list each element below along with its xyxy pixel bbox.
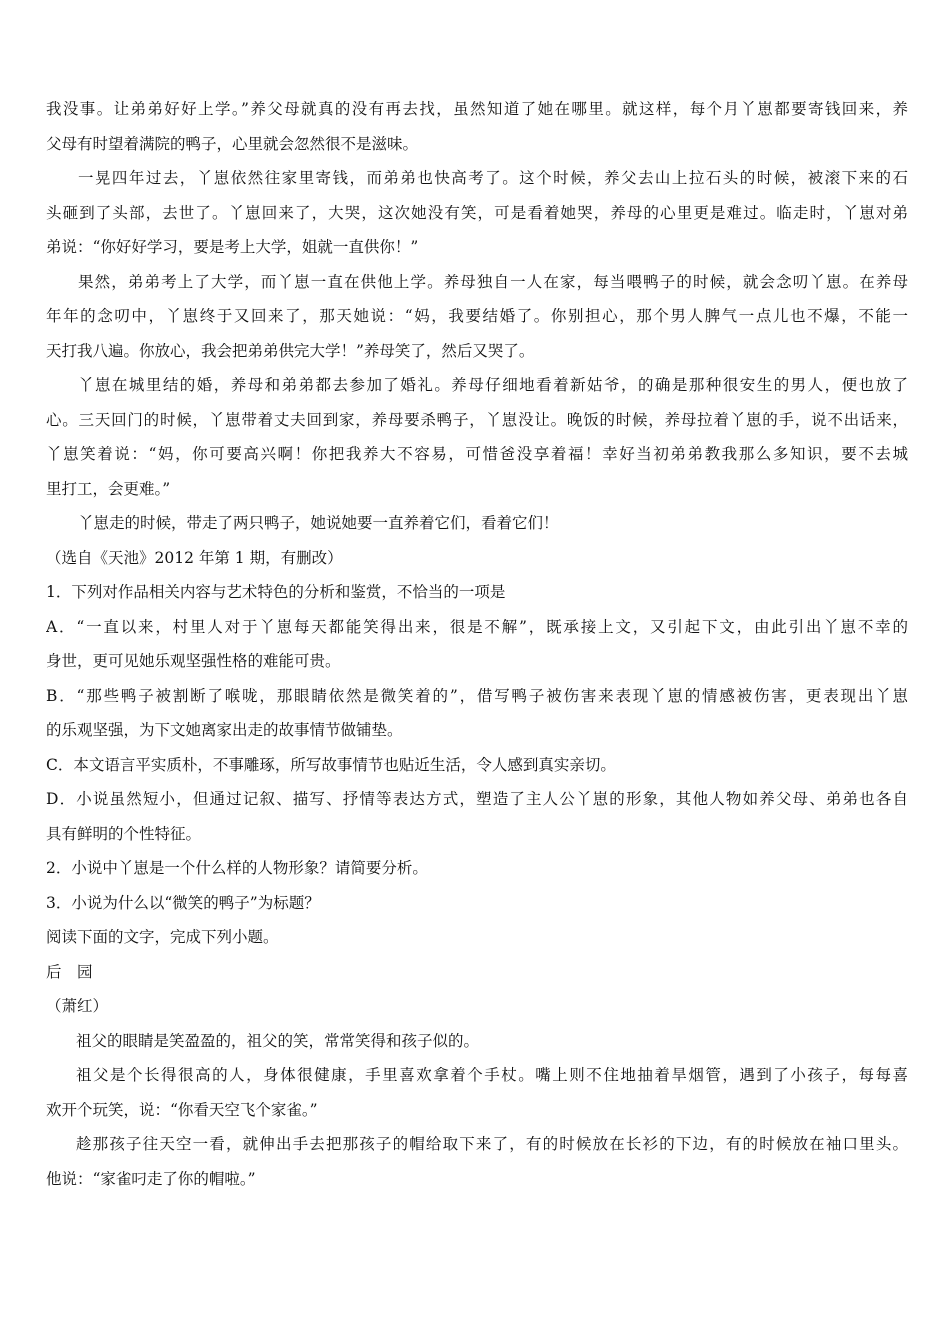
option-a: A．“一直以来，村里人对于丫崽每天都能笑得出来，很是不解”，既承接上文，又引起下文，由此引出丫崽不幸的: [46, 617, 908, 636]
source-citation: （选自《天池》2012 年第 1 期，有删改）: [46, 548, 343, 567]
option-d-continued: 具有鲜明的个性特征。: [46, 824, 202, 843]
document-page: [46, 92, 908, 1196]
passage-line: 他说：“家雀叼走了你的帽啦。”: [46, 1169, 256, 1188]
passage-author: （萧红）: [46, 997, 109, 1015]
passage-line: 趁那孩子往天空一看，就伸出手去把那孩子的帽给取下来了，有的时候放在长衫的下边，有的时候放在袖口里头。: [76, 1135, 908, 1153]
option-b-continued: 的乐观坚强，为下文她离家出走的故事情节做铺垫。: [46, 721, 403, 739]
reading-instruction: 阅读下面的文字，完成下列小题。: [46, 928, 279, 946]
option-c: C．本文语言平实质朴，不事雕琢，所写故事情节也贴近生活，令人感到真实亲切。: [46, 755, 616, 774]
second-passage: [46, 955, 908, 1197]
question-3: 3．小说为什么以“微笑的鸭子”为标题？: [46, 893, 320, 912]
story-line: 我没事。让弟弟好好上学。”养父母就真的没有再去找，虽然知道了她在哪里。就这样，每个月丫崽都要寄钱回来，养: [46, 100, 908, 118]
question-1: 1．下列对作品相关内容与艺术特色的分析和鉴赏，不恰当的一项是: [46, 583, 506, 601]
option-d: D．小说虽然短小，但通过记叙、描写、抒情等表达方式，塑造了主人公丫崽的形象，其他人物如养父母、弟弟也各自: [46, 790, 908, 808]
story-line: 年年的念叨中，丫崽终于又回来了，那天她说：“妈，我要结婚了。你别担心，那个男人脾气一点儿也不爆，不能一: [46, 307, 908, 325]
story-line: 丫崽笑着说：“妈，你可要高兴啊！你把我养大不容易，可惜爸没享着福！幸好当初弟弟教我那么多知识，要不去城: [46, 445, 908, 463]
passage-line: 祖父是个长得很高的人，身体很健康，手里喜欢拿着个手杖。嘴上则不住地抽着旱烟管，遇到了小孩子，每每喜: [76, 1066, 908, 1084]
story-line: 一晃四年过去，丫崽依然往家里寄钱，而弟弟也快高考了。这个时候，养父去山上拉石头的时候，被滚下来的石: [78, 169, 908, 187]
option-b: B．“那些鸭子被割断了喉咙，那眼睛依然是微笑着的”，借写鸭子被伤害来表现丫崽的情感被伤害，更表现出丫崽: [46, 686, 908, 705]
story-line: 丫崽在城里结的婚，养母和弟弟都去参加了婚礼。养母仔细地看着新姑爷，的确是那种很安生的男人，便也放了: [78, 376, 908, 394]
story-line: 丫崽走的时候，带走了两只鸭子，她说她要一直养着它们，看着它们！: [78, 514, 559, 532]
story-line: 果然，弟弟考上了大学，而丫崽一直在供他上学。养母独自一人在家，每当喂鸭子的时候，就会念叨丫崽。在养母: [78, 272, 908, 291]
questions-section: [46, 575, 908, 955]
story-line: 头砸到了头部，去世了。丫崽回来了，大哭，这次她没有笑，可是看着她哭，养母的心里更是难过。临走时，丫崽对弟: [46, 203, 908, 222]
story-line: 天打我八遍。你放心，我会把弟弟供完大学！”养母笑了，然后又哭了。: [46, 341, 535, 360]
story-line: 心。三天回门的时候，丫崽带着丈夫回到家，养母要杀鸭子，丫崽没让。晚饭的时候，养母拉着丫崽的手，说不出话来，: [46, 410, 908, 429]
passage-line: 欢开个玩笑，说：“你看天空飞个家雀。”: [46, 1100, 318, 1119]
question-2: 2．小说中丫崽是一个什么样的人物形象？请简要分析。: [46, 859, 428, 877]
option-a-continued: 身世，更可见她乐观坚强性格的难能可贵。: [46, 652, 341, 670]
story-line: 弟说：“你好好学习，要是考上大学，姐就一直供你！”: [46, 238, 419, 256]
story-line: 里打工，会更难。”: [46, 479, 171, 498]
passage-title: 后 园: [46, 962, 93, 981]
passage-line: 祖父的眼睛是笑盈盈的，祖父的笑，常常笑得和孩子似的。: [76, 1031, 480, 1050]
story-line: 父母有时望着满院的鸭子，心里就会忽然很不是滋味。: [46, 134, 419, 153]
story-continuation: [46, 92, 908, 575]
